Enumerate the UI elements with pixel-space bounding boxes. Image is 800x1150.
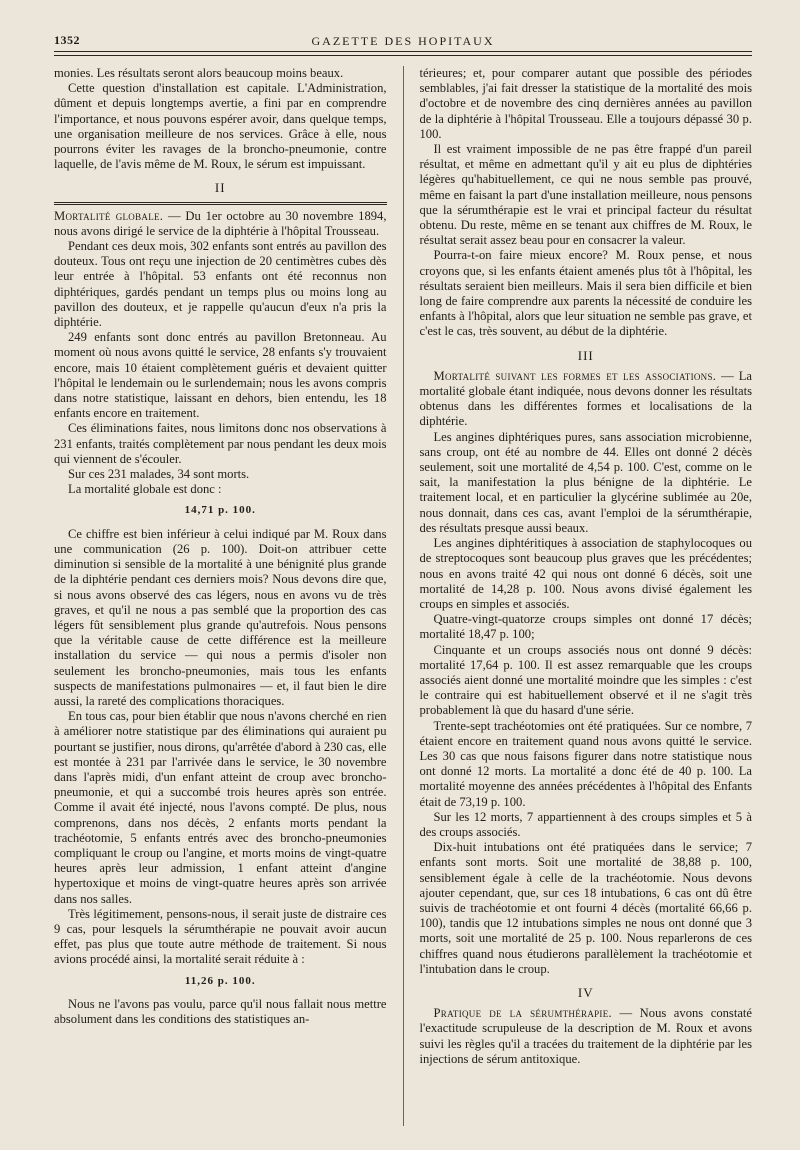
paragraph: Pendant ces deux mois, 302 enfants sont entrés au pavillon des douteux. Tous ont reçu une injection de 20 centimètres cubes dès leur entrée à l'hôpital. 53 enfants ont été reconnus non diphtériques, gardés pendant un temps plus ou moins long au pavillon des douteux, et je rappelle qu'aucun d'eux n'a pris la diphtérie. <box>54 239 387 330</box>
paragraph: monies. Les résultats seront alors beaucoup moins beaux. <box>54 66 344 80</box>
paragraph: Sur ces 231 malades, 34 sont morts. <box>68 467 250 482</box>
paragraph: Cette question d'installation est capitale. L'Administration, dûment et depuis longtemps avertie, a fini par en comprendre l'importance, et nous pouvons espérer avoir, dans quelque temps, une organisation meilleure de nos services. Grâce à elle, nous pourrons éviter les ravages de la broncho-pneumonie, contre laquelle, de l'avis même de M. Roux, le sérum est impuissant. <box>54 81 387 172</box>
section-number: III <box>577 347 594 363</box>
paragraph: Sur les 12 morts, 7 appartiennent à des croups simples et 5 à des croups associés. <box>419 809 752 839</box>
page-header <box>54 30 752 52</box>
paragraph: Pourra-t-on faire mieux encore? M. Roux pense, et nous croyons que, si les enfants étaient amenés plus tôt à l'hôpital, les résultats seraient bien meilleurs. Mais il sera bien difficile et bien long de faire comprendre aux parents la nécessité de conduire les enfants à l'hôpital, alors que leur situation ne semble pas grave, et c'est le cas, très souvent, au début de la diphtérie. <box>419 248 752 339</box>
paragraph: Il est vraiment impossible de ne pas être frappé d'un pareil résultat, et même en admettant qu'il y ait eu plus de diphtéries légères qu'habituellement, ce qui ne nous semble pas prouvé, même en faisant la part d'une installation meilleure, nous pensons que la sérumthérapie est le vrai et principal facteur du résultat obtenu. Du reste, même en se tenant aux chiffres de M. Roux, le résultat serait assez beau pour en consacrer la valeur. <box>419 142 752 248</box>
column-divider <box>403 66 404 1126</box>
two-column-body <box>54 66 752 1126</box>
mortality-figure: 11,26 p. 100. <box>184 974 256 987</box>
right-column <box>419 66 752 1126</box>
paragraph: Quatre-vingt-quatorze croups simples ont donné 17 décès; mortalité 18,47 p. 100; <box>419 612 752 642</box>
section-number: II <box>214 180 226 196</box>
section-lead: Mortalité suivant les formes et les associations. <box>433 368 717 383</box>
running-title: GAZETTE DES HOPITAUX <box>311 34 495 48</box>
paragraph: Nous ne l'avons pas voulu, parce qu'il nous fallait nous mettre absolument dans les conditions des statistiques an- <box>54 996 387 1026</box>
header-rule <box>54 55 752 56</box>
left-column <box>54 66 387 1126</box>
paragraph: Mortalité globale. — Du 1er octobre au 30 novembre 1894, nous avons dirigé le service de la diphtérie à l'hôpital Trousseau. <box>54 208 387 238</box>
paragraph: Les angines diphtériques pures, sans association microbienne, sans croup, ont été au nombre de 44. Elles ont donné 2 décès seulement, soit une mortalité de 4,54 p. 100. C'est, comme on le sait, la manifestation la plus bénigne de la diphtérie. Le traitement local, et en particulier la glycérine sublimée au 20e, nous donnait, dans ces cas, avant l'emploi de la sérumthérapie, des résultats presque aussi beaux. <box>419 429 752 535</box>
paragraph: Ces éliminations faites, nous limitons donc nos observations à 231 enfants, traités complètement par nous pendant les deux mois qui viennent de s'écouler. <box>54 421 387 466</box>
paragraph: La mortalité globale est donc : <box>68 482 222 497</box>
paragraph: Pratique de la sérumthérapie. — Nous avons constaté l'exactitude scrupuleuse de la description de M. Roux et avons suivi les règles qu'il a tracées du traitement de la diphtérie par les injections de sérum antitoxique. <box>419 1006 752 1066</box>
paragraph: térieures; et, pour comparer autant que possible des périodes semblables, j'ai fait dresser la statistique de la mortalité des mois d'octobre et de novembre des cinq dernières années au pavillon de la diphtérie à l'hôpital Trousseau. Elle a toujours dépassé 30 p. 100. <box>419 66 752 141</box>
paragraph: Cinquante et un croups associés nous ont donné 9 décès: mortalité 17,64 p. 100. Il est assez remarquable que les croups associés aient donné une mortalité moindre que les simples : c'est le contraire qui est habituellement observé et il ne s'agit très probablement là que du hasard d'une série. <box>419 642 752 718</box>
paragraph: 249 enfants sont donc entrés au pavillon Bretonneau. Au moment où nous avons quitté le service, 28 enfants s'y trouvaient encore, mais 10 étaient complètement guéris et devaient quitter l'hôpital le lendemain ou le surlendemain; nous les avons compris dans notre statistique, laissant en dehors, bien entendu, les 18 enfants encore en traitement. <box>54 330 387 421</box>
paragraph: Les angines diphtéritiques à association de staphylocoques ou de streptocoques sont beaucoup plus graves que les précédentes; nous en avons traité 42 qui nous ont donné 6 décès, soit une mortalité de 14,28 p. 100. Nous avons divisé également les croups en simples et associés. <box>419 536 752 611</box>
paragraph: Ce chiffre est bien inférieur à celui indiqué par M. Roux dans une communication (26 p. 100). Doit-on attribuer cette diminution si sensible de la mortalité à une bénignité plus grande de la diphtérie pendant ces derniers mois? Nous devons dire que, si nous avons observé des cas légers, nous en avons vu de très graves, et qu'il ne nous a pas semblé que la proportion des cas légers fût sensiblement plus grande qu'autrefois. Nous pensons que la véritable cause de cette différence est la meilleure installation du service — qui nous a permis d'isoler non seulement les broncho-pneumonies, mais tous les enfants suspects de manifestations pulmonaires — et, il faut bien le dire aussi, la rareté des complications thoraciques. <box>54 526 387 708</box>
mortality-figure: 14,71 p. 100. <box>184 504 256 517</box>
section-number: IV <box>577 984 594 1000</box>
paragraph: Très légitimement, pensons-nous, il serait juste de distraire ces 9 cas, pour lesquels la sérumthérapie ne pouvait avoir aucun effet, pas plus que toute autre méthode de traitement. Si nous avions procédé ainsi, la mortalité serait réduite à : <box>54 906 387 967</box>
paragraph: Mortalité suivant les formes et les associations. — La mortalité globale étant indiquée, nous devons donner les résultats obtenus dans les différentes formes et localisations de la diphtérie. <box>419 368 752 429</box>
section-lead: Pratique de la sérumthérapie. <box>433 1006 612 1021</box>
paragraph: Trente-sept trachéotomies ont été pratiquées. Sur ce nombre, 7 étaient encore en traitement quand nous avons quitté le service. Les 30 cas que nous faisons figurer dans notre statistique nous ont donné 12 morts. La mortalité a donc été de 40 p. 100. La mortalité moyenne des années précédentes à l'hôpital des Enfants était de 73,19 p. 100. <box>419 718 752 809</box>
section-lead: Mortalité globale. <box>54 208 164 223</box>
page-number: 1352 <box>54 33 80 47</box>
paragraph: Dix-huit intubations ont été pratiquées dans le service; 7 enfants sont morts. Soit une mortalité de 38,88 p. 100, sensiblement égale à celle de la trachéotomie. Nous devons ajouter cependant, que, sur ces 18 intubations, 6 cas ont dû être suivis de trachéotomie et ont fourni 4 décès (mortalité 66,66 p. 100), tandis que 12 intubations simples ne nous ont donné que 3 morts, soit une mortalité de 25 p. 100. Nous reparlerons de ces chiffres quand nous étudierons parallèlement la trachéotomie et l'intubation dans le croup. <box>419 840 752 976</box>
paragraph: En tous cas, pour bien établir que nous n'avons cherché en rien à améliorer notre statistique par des éliminations qui auraient pu pourtant se justifier, nous dirons, qu'arrêtée d'abord à 230 cas, elle est montée à 231 par l'arrivée dans le service, le 30 novembre dans l'après midi, d'un enfant atteint de croup avec broncho-pneumonie, et qui a succombé trois heures après son entrée. Comme il avait été injecté, nous l'avons compté. De plus, nous comprenons, dans nos décès, 2 enfants morts pendant la trachéotomie, 5 enfants entrés avec des broncho-pneumonies compliquant le croup ou l'angine, et morts moins de vingt-quatre heures après leur admission, 1 enfant atteint d'angine hypertoxique et moins de vingt-quatre heures après son arrivée dans nos salles. <box>54 709 387 906</box>
section-rule <box>54 202 387 205</box>
